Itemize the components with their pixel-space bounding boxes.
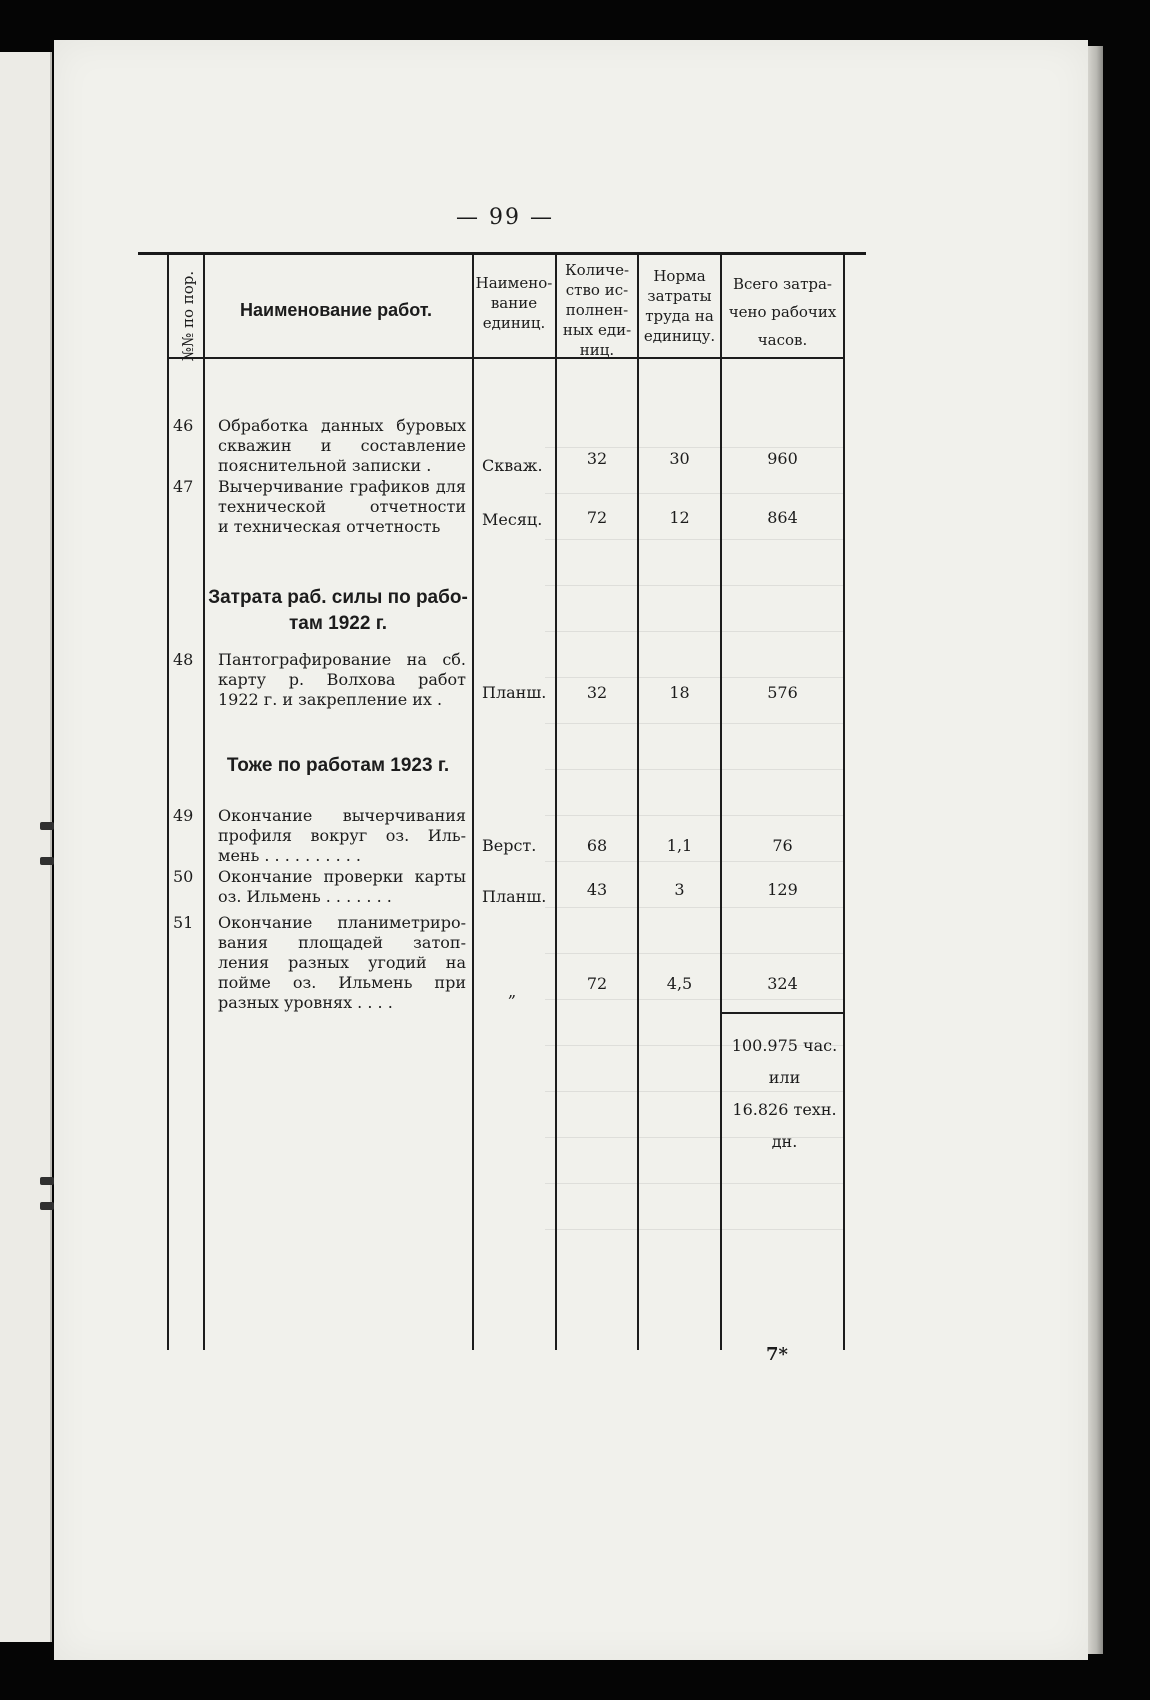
binding-hole xyxy=(40,1177,54,1185)
row-total: 129 xyxy=(767,880,798,899)
total-rule xyxy=(720,1012,845,1014)
row-norm: 30 xyxy=(669,449,690,468)
row-total: 76 xyxy=(772,836,793,855)
header-work-name: Наименование работ. xyxy=(240,300,432,320)
header-unit: Наимено- вание единиц. xyxy=(475,274,553,332)
row-number: 47 xyxy=(173,477,194,496)
row-unit: „ xyxy=(508,982,517,1001)
row-total: 324 xyxy=(767,974,798,993)
row-quantity: 43 xyxy=(586,880,608,899)
header-quantity: Количе- ство ис- полнен- ных еди- ниц. xyxy=(562,261,632,359)
row-total: 960 xyxy=(767,449,798,468)
row-total: 864 xyxy=(767,508,798,527)
section-heading-1923: Тоже по работам 1923 г. xyxy=(226,755,450,776)
total-days: 16.826 техн. дн. xyxy=(732,1100,837,1151)
row-norm: 1,1 xyxy=(666,836,693,855)
row-number: 48 xyxy=(173,650,194,669)
row-number: 51 xyxy=(173,913,194,932)
column-rule xyxy=(720,255,722,1350)
row-unit: Верст. xyxy=(482,836,537,855)
row-unit: Месяц. xyxy=(482,510,543,529)
column-rule xyxy=(637,255,639,1350)
row-norm: 12 xyxy=(669,508,690,527)
row-norm: 18 xyxy=(669,683,690,702)
column-rule xyxy=(555,255,557,1350)
row-quantity: 32 xyxy=(586,449,608,468)
table-top-rule xyxy=(138,252,866,255)
row-number: 50 xyxy=(173,867,194,886)
column-rule xyxy=(203,255,205,1350)
row-quantity: 32 xyxy=(586,683,608,702)
signature-mark: 7* xyxy=(766,1344,788,1365)
row-description: Окончание вычерчивания профиля вокруг оз. Иль- мень . . . . . . . . . . xyxy=(218,806,466,865)
header-total: Всего затра- чено рабочих часов. xyxy=(728,275,837,349)
row-description: Пантографирование на сб. карту р. Волхова работ 1922 г. и закрепление их . xyxy=(218,650,466,709)
row-norm: 3 xyxy=(674,880,685,899)
row-unit: Скваж. xyxy=(482,456,543,475)
header-norm: Норма затраты труда на единицу. xyxy=(643,267,716,345)
column-rule xyxy=(472,255,474,1350)
binding-hole xyxy=(40,1202,54,1210)
row-number: 49 xyxy=(173,806,194,825)
row-total: 576 xyxy=(767,683,798,702)
row-description: Вычерчивание графиков для технической отчетности и техническая отчетность xyxy=(218,477,466,536)
row-quantity: 72 xyxy=(586,508,608,527)
table-border-left xyxy=(167,255,169,1350)
row-unit: Планш. xyxy=(482,887,547,906)
row-quantity: 72 xyxy=(586,974,608,993)
total-or: или xyxy=(768,1068,801,1087)
section-heading-1922: Затрата раб. силы по рабо- там 1922 г. xyxy=(208,587,468,634)
page-stack-edge xyxy=(1087,46,1103,1654)
page-number: — 99 — xyxy=(456,205,554,230)
grand-total xyxy=(722,1030,847,1158)
header-number: №№ по пор. xyxy=(179,270,197,362)
row-quantity: 68 xyxy=(586,836,608,855)
table-border-right xyxy=(843,255,845,1350)
row-norm: 4,5 xyxy=(666,974,693,993)
row-unit: Планш. xyxy=(482,683,547,702)
binding-hole xyxy=(40,857,54,865)
left-page-edge xyxy=(0,52,52,1642)
binding-hole xyxy=(40,822,54,830)
row-description: Окончание проверки карты оз. Ильмень . . . . . . . xyxy=(218,867,466,906)
row-description: Окончание планиметриро- вания площадей затоп- ления разных угодий на пойме оз. Ильмень при разных уровнях . . . . xyxy=(218,913,466,1012)
total-hours: 100.975 час. xyxy=(731,1036,838,1055)
row-number: 46 xyxy=(173,416,194,435)
header-rule xyxy=(167,357,845,359)
row-description: Обработка данных буровых скважин и составление пояснительной записки . xyxy=(218,416,466,475)
